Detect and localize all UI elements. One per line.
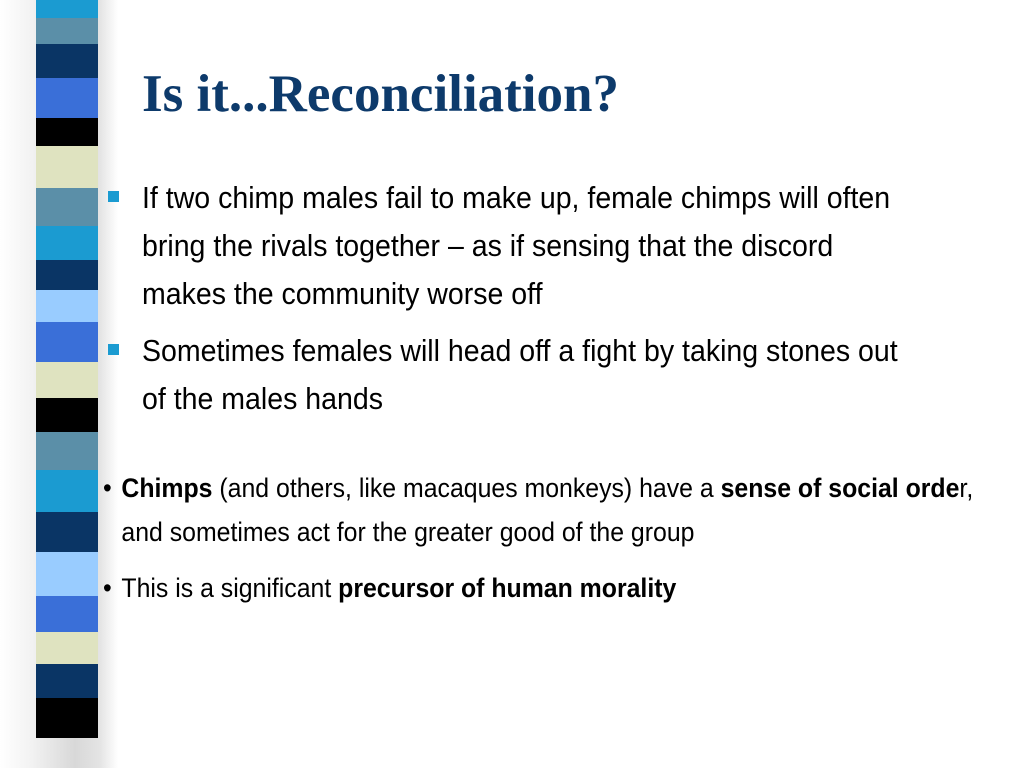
note-bold-precursor: precursor of human morality (338, 573, 677, 603)
stripe-block (36, 18, 98, 44)
note-item (103, 566, 986, 610)
stripe-block (36, 226, 98, 260)
stripe-block (36, 0, 98, 18)
square-bullet-icon (108, 191, 119, 202)
stripe-block (36, 362, 98, 398)
note-text-segment: This is a significant (121, 573, 339, 603)
notes-list (103, 466, 1023, 622)
slide-title: Is it...Reconciliation? (142, 65, 619, 123)
note-text (121, 566, 676, 610)
stripe-block (36, 188, 98, 226)
stripe-block (36, 596, 98, 632)
note-bold-chimps: Chimps (121, 473, 213, 503)
stripe-block (36, 632, 98, 664)
dot-bullet: • (103, 473, 112, 503)
stripe-block (36, 260, 98, 290)
stripe-block (36, 398, 98, 432)
note-text-segment: (and others, like macaques monkeys) have a (212, 473, 721, 503)
stripe-block (36, 552, 98, 596)
note-text (121, 466, 986, 554)
stripe-block (36, 432, 98, 470)
bullet-list (104, 174, 964, 432)
bullet-text: If two chimp males fail to make up, female chimps will often bring the rivals together – as if sensing that the discord makes the community worse off (142, 180, 891, 311)
stripe-block (36, 118, 98, 146)
note-item (103, 466, 986, 554)
note-bold-sense-of-social-order: sense of social orde (720, 473, 960, 503)
bullet-text: Sometimes females will head off a fight by taking stones out of the males hands (142, 333, 898, 416)
stripe-block (36, 290, 98, 322)
stripe-block (36, 44, 98, 78)
stripe-block (36, 78, 98, 118)
bullet-item (104, 174, 964, 318)
stripe-block (36, 512, 98, 552)
stripe-block (36, 698, 98, 738)
stripe-block (36, 322, 98, 362)
dot-bullet: • (103, 573, 112, 603)
note-text-segment: r, and sometimes act for the greater good of the group (121, 473, 974, 547)
bullet-item (104, 327, 964, 423)
stripe-block (36, 470, 98, 512)
stripe-block (36, 664, 98, 698)
stripe-block (36, 146, 98, 188)
square-bullet-icon (108, 344, 119, 355)
decorative-stripe-bar (36, 0, 98, 768)
